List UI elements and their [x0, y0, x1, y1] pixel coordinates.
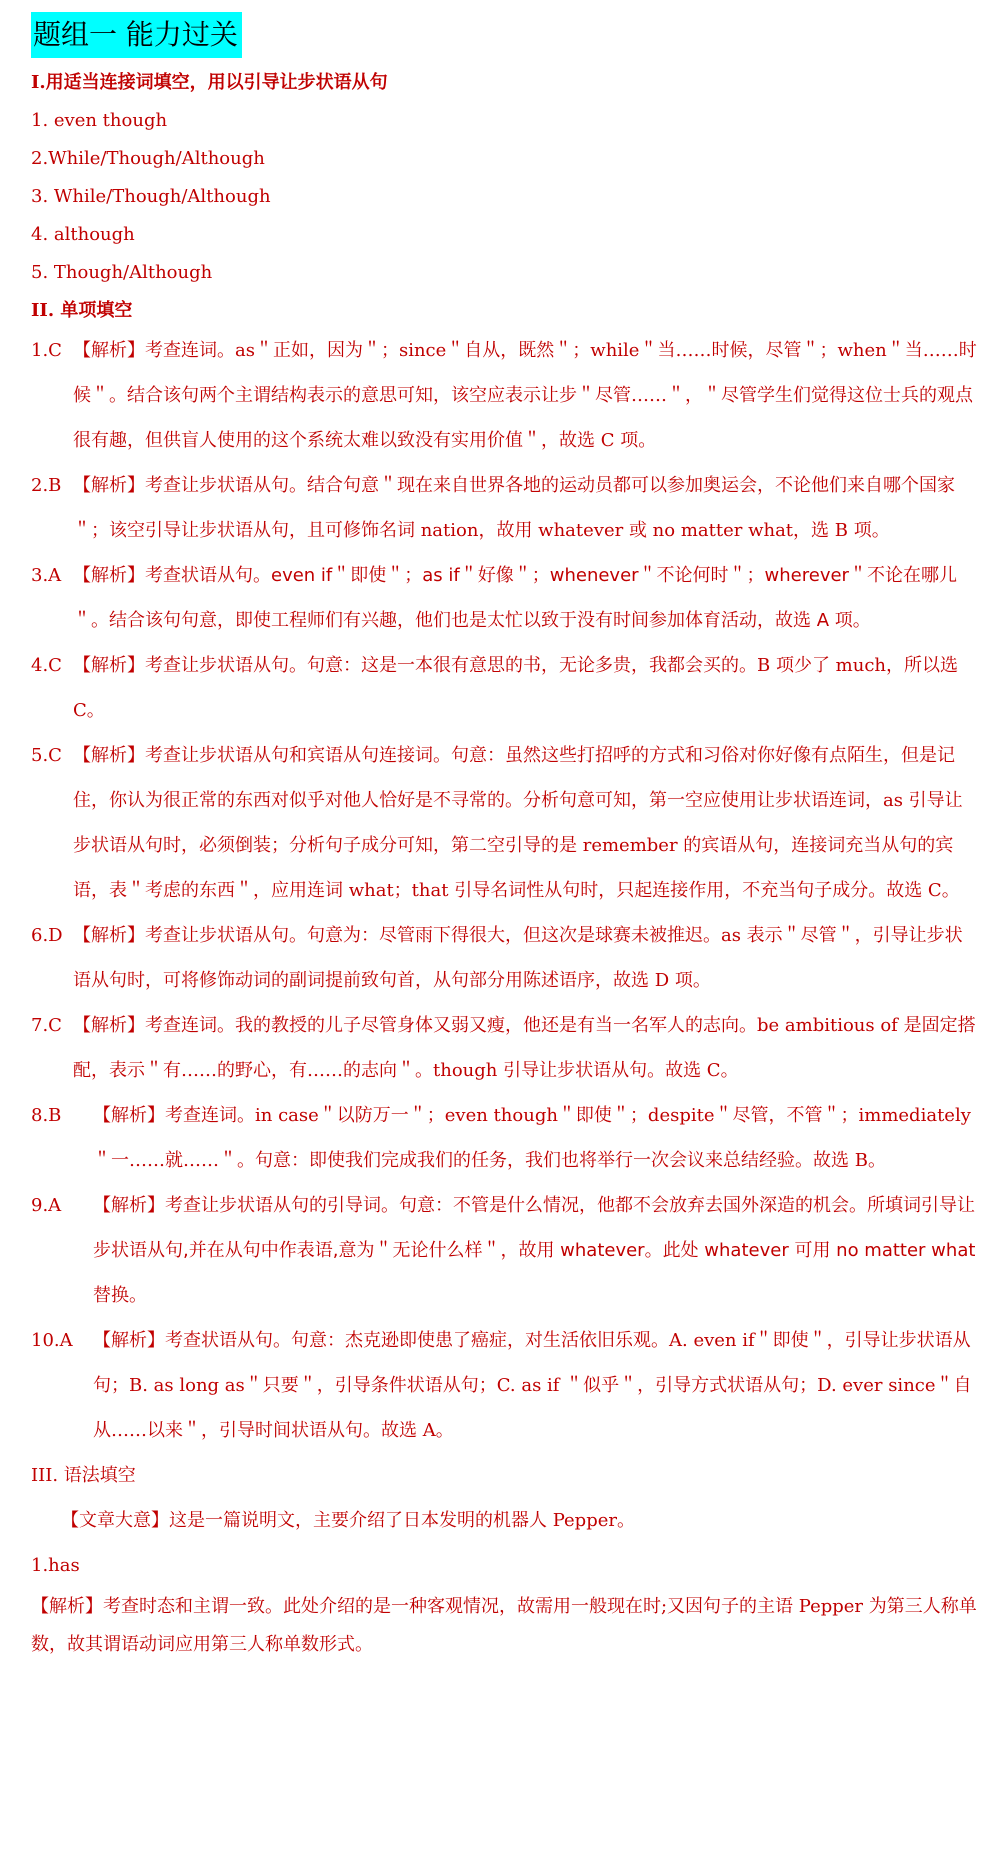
question-number: 9.A: [31, 1195, 62, 1216]
question-explanation: 【解析】考查让步状语从句的引导词。句意：不管是什么情况，他都不会放弃去国外深造的机会。所填词引导让步状语从句,并在从句中作表语,意为＂无论什么样＂，故用 whatever。此处 whatever 可用 no matter what 替换。: [93, 1195, 976, 1306]
question-number: 6.D: [31, 925, 63, 946]
question-number: 5.C: [31, 745, 62, 766]
question-item: [31, 913, 977, 1003]
group-title: 题组一 能力过关: [31, 12, 242, 58]
answer-line: 4. although: [31, 224, 135, 245]
question-item: [31, 553, 977, 643]
question-explanation: 【解析】考查连词。我的教授的儿子尽管身体又弱又瘦，他还是有当一名军人的志向。be ambitious of 是固定搭配，表示＂有……的野心，有……的志向＂。though 引导让步状语从句。故选 C。: [73, 1015, 976, 1081]
answer-line: 3. While/Though/Although: [31, 186, 271, 207]
article-summary: 【文章大意】这是一篇说明文，主要介绍了日本发明的机器人 Pepper。: [61, 1510, 635, 1531]
question-number: 8.B: [31, 1105, 62, 1126]
question-explanation: 【解析】考查状语从句。句意：杰克逊即使患了癌症，对生活依旧乐观。A. even if＂即使＂，引导让步状语从句；B. as long as＂只要＂，引导条件状语从句；C. as if ＂似乎＂，引导方式状语从句；D. ever since＂自从……以来＂，引导时间状语从句。故选 A。: [93, 1330, 972, 1441]
section3-heading: III. 语法填空: [31, 1465, 136, 1486]
question-number: 2.B: [31, 475, 62, 496]
question-number: 10.A: [31, 1330, 73, 1351]
question-explanation: 【解析】考查让步状语从句和宾语从句连接词。句意：虽然这些打招呼的方式和习俗对你好像有点陌生，但是记住，你认为很正常的东西对似乎对他人恰好是不寻常的。分析句意可知，第一空应使用让步状语连词，as 引导让步状语从句时，必须倒装；分析句子成分可知，第二空引导的是 remember 的宾语从句，连接词充当从句的宾语，表＂考虑的东西＂，应用连词 what；that 引导名词性从句时，只起连接作用，不充当句子成分。故选 C。: [73, 745, 963, 901]
question-number: 1.C: [31, 340, 62, 361]
section1-heading: I.用适当连接词填空，用以引导让步状语从句: [31, 72, 388, 93]
question-item: [31, 643, 977, 733]
document-page: [31, 8, 977, 1664]
question-explanation: 【解析】考查连词。as＂正如，因为＂；since＂自从，既然＂；while＂当……时候，尽管＂；when＂当……时候＂。结合该句两个主谓结构表示的意思可知，该空应表示让步＂尽管……＂，＂尽管学生们觉得这位士兵的观点很有趣，但供盲人使用的这个系统太难以致没有实用价值＂，故选 C 项。: [73, 340, 977, 451]
question-number: 7.C: [31, 1015, 62, 1036]
answer-line: 5. Though/Although: [31, 262, 213, 283]
answer-line: 2.While/Though/Although: [31, 148, 265, 169]
question-number: 4.C: [31, 655, 62, 676]
question-item: [31, 1093, 977, 1183]
question-item: [31, 733, 977, 913]
question-explanation: 【解析】考查连词。in case＂以防万一＂；even though＂即使＂；despite＂尽管，不管＂；immediately＂一……就……＂。句意：即使我们完成我们的任务，我们也将举行一次会议来总结经验。故选 B。: [93, 1105, 971, 1171]
question-explanation: 【解析】考查状语从句。even if＂即使＂；as if＂好像＂；whenever＂不论何时＂；wherever＂不论在哪儿＂。结合该句句意，即使工程师们有兴趣，他们也是太忙以致于没有时间参加体育活动，故选 A 项。: [73, 565, 957, 631]
question-explanation: 【解析】考查让步状语从句。句意：这是一本很有意思的书，无论多贵，我都会买的。B 项少了 much，所以选 C。: [73, 655, 959, 721]
answer-line: 1. even though: [31, 110, 168, 131]
question-number: 3.A: [31, 565, 62, 586]
question-item: [31, 463, 977, 553]
question-item: [31, 1183, 977, 1318]
question-item: [31, 1003, 977, 1093]
section2-heading: II. 单项填空: [31, 300, 133, 321]
question-item: [31, 1318, 977, 1453]
fill-explanation: 【解析】考查时态和主谓一致。此处介绍的是一种客观情况，故需用一般现在时;又因句子的主语 Pepper 为第三人称单数，故其谓语动词应用第三人称单数形式。: [31, 1596, 977, 1655]
question-explanation: 【解析】考查让步状语从句。结合句意＂现在来自世界各地的运动员都可以参加奥运会，不论他们来自哪个国家＂；该空引导让步状语从句，且可修饰名词 nation，故用 whatever 或 no matter what，选 B 项。: [73, 475, 955, 541]
question-item: [31, 328, 977, 463]
question-explanation: 【解析】考查让步状语从句。句意为：尽管雨下得很大，但这次是球赛未被推迟。as 表示＂尽管＂，引导让步状语从句时，可将修饰动词的副词提前致句首，从句部分用陈述语序，故选 D 项。: [73, 925, 963, 991]
fill-answer: 1.has: [31, 1555, 80, 1576]
